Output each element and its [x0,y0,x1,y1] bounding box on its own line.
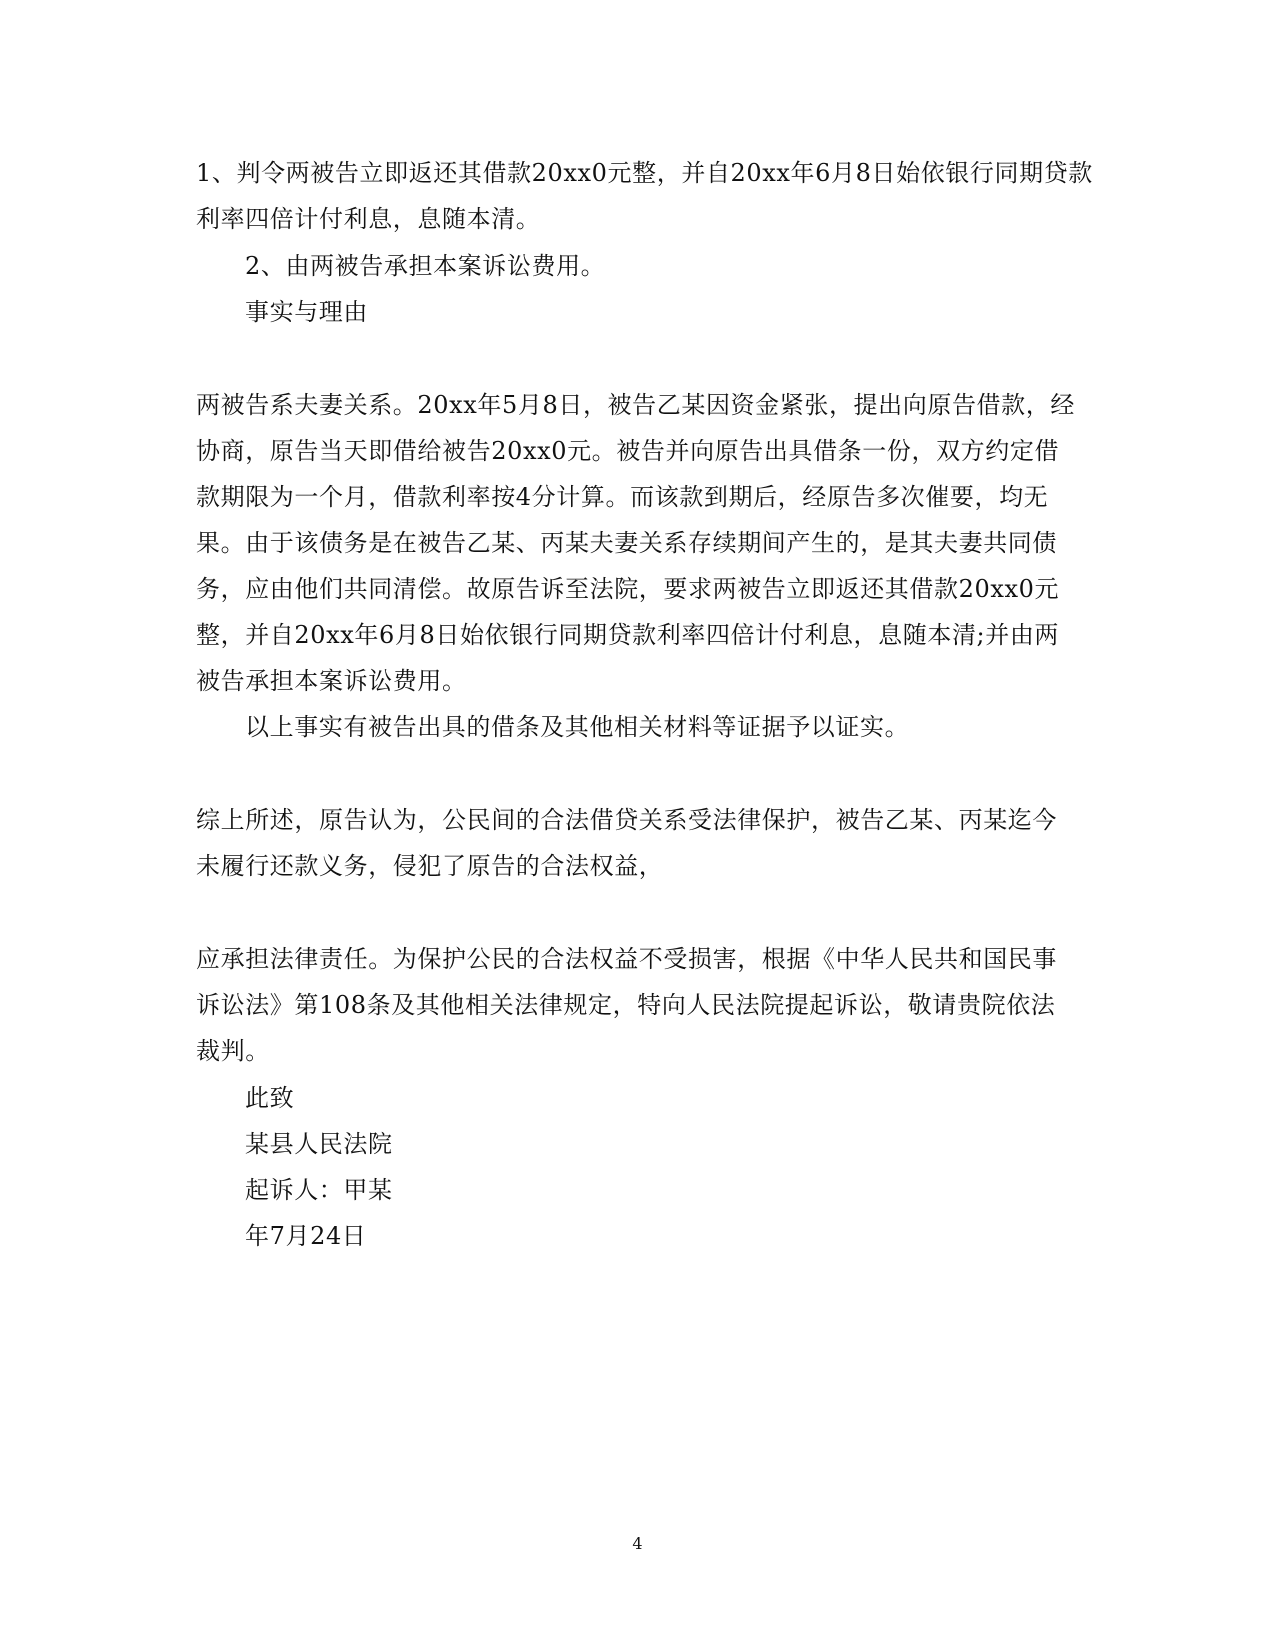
facts-line-3: 款期限为一个月，借款利率按4分计算。而该款到期后，经原告多次催要，均无 [196,483,1049,511]
court-name: 某县人民法院 [245,1130,393,1158]
facts-line-4: 果。由于该债务是在被告乙某、丙某夫妻关系存续期间产生的，是其夫妻共同债 [196,529,1057,557]
facts-line-6: 整，并自20xx年6月8日始依银行同期贷款利率四倍计付利息，息随本清;并由两 [196,621,1060,649]
evidence-line: 以上事实有被告出具的借条及其他相关材料等证据予以证实。 [245,713,910,741]
filing-date: 年7月24日 [245,1222,367,1250]
salutation: 此致 [245,1084,295,1112]
summary-line-1: 综上所述，原告认为，公民间的合法借贷关系受法律保护，被告乙某、丙某迄今 [196,806,1057,834]
claim-1-line-2: 利率四倍计付利息，息随本清。 [196,205,541,233]
facts-line-5: 务，应由他们共同清偿。故原告诉至法院，要求两被告立即返还其借款20xx0元 [196,575,1060,603]
plaintiff-signature: 起诉人：甲某 [245,1176,393,1204]
page-number: 4 [632,1534,643,1553]
summary-line-2: 未履行还款义务，侵犯了原告的合法权益， [196,852,664,880]
liability-line-3: 裁判。 [196,1037,270,1065]
claim-2: 2、由两被告承担本案诉讼费用。 [245,252,606,280]
liability-line-2: 诉讼法》第108条及其他相关法律规定，特向人民法院提起诉讼，敬请贵院依法 [196,991,1056,1019]
facts-line-2: 协商，原告当天即借给被告20xx0元。被告并向原告出具借条一份，双方约定借 [196,437,1060,465]
facts-line-7: 被告承担本案诉讼费用。 [196,667,467,695]
facts-line-1: 两被告系夫妻关系。20xx年5月8日，被告乙某因资金紧张，提出向原告借款，经 [196,391,1075,419]
liability-line-1: 应承担法律责任。为保护公民的合法权益不受损害，根据《中华人民共和国民事 [196,945,1057,973]
facts-heading: 事实与理由 [245,298,368,326]
claim-1-line-1: 1、判令两被告立即返还其借款20xx0元整，并自20xx年6月8日始依银行同期贷款 [196,159,1093,187]
